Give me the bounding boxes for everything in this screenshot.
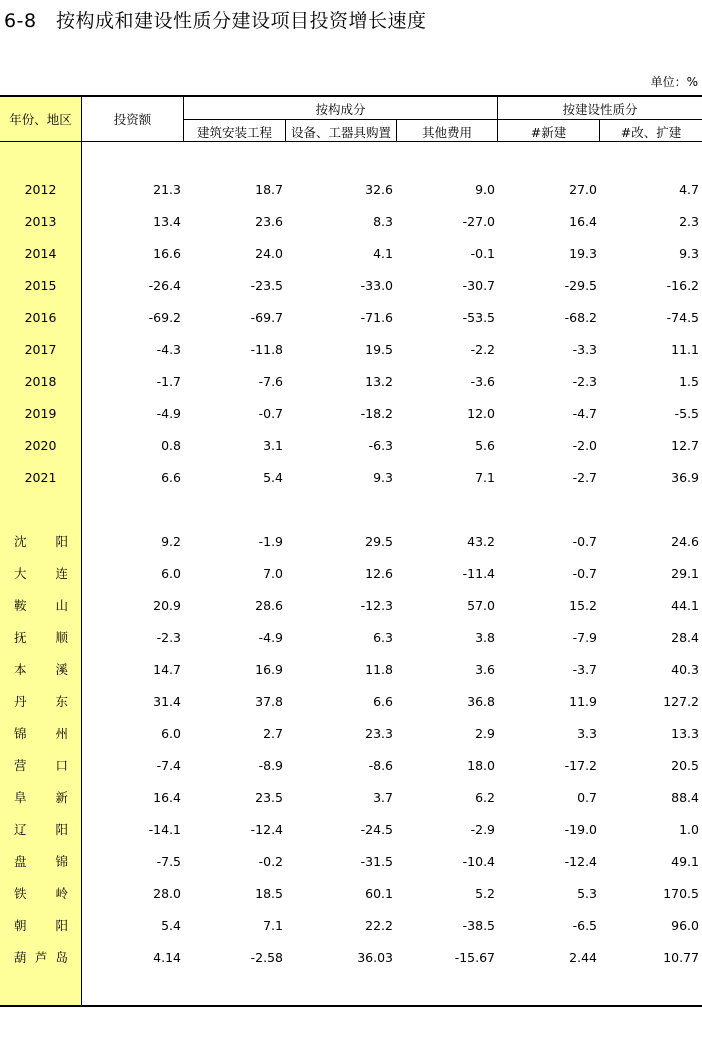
row-label-year: 2016 (24, 310, 57, 325)
cell-value: 3.6 (475, 662, 495, 677)
row-label-city: 朝 阳 (14, 918, 68, 933)
cell-value: -12.3 (360, 598, 393, 613)
cell-value: -69.2 (148, 310, 181, 325)
row-label-city: 本 溪 (14, 662, 68, 677)
row-label-city: 辽 阳 (14, 822, 68, 837)
year-row (0, 276, 702, 296)
header-other: 其他费用 (421, 125, 472, 140)
cell-value: 6.0 (161, 726, 181, 741)
city-row (0, 724, 702, 744)
cell-value: 16.4 (569, 214, 597, 229)
cell-value: 20.9 (153, 598, 181, 613)
cell-value: -7.6 (258, 374, 283, 389)
cell-value: 10.77 (663, 950, 699, 965)
cell-value: -29.5 (564, 278, 597, 293)
cell-value: 23.6 (255, 214, 283, 229)
unit-label: 单位：% (650, 75, 698, 89)
cell-value: 96.0 (671, 918, 699, 933)
year-row (0, 404, 702, 424)
cell-value: 36.8 (467, 694, 495, 709)
cell-value: 18.0 (467, 758, 495, 773)
city-row (0, 692, 702, 712)
header-by-nature: 按建设性质分 (562, 102, 638, 117)
row-label-year: 2020 (24, 438, 57, 453)
city-row (0, 628, 702, 648)
cell-value: 36.03 (357, 950, 393, 965)
row-label-city: 丹 东 (14, 694, 68, 709)
cell-value: -8.9 (258, 758, 283, 773)
cell-value: 6.3 (373, 630, 393, 645)
row-label-city: 抚 顺 (14, 630, 68, 645)
cell-value: 19.5 (365, 342, 393, 357)
cell-value: -7.4 (156, 758, 181, 773)
cell-value: 6.6 (373, 694, 393, 709)
cell-value: -0.7 (258, 406, 283, 421)
header-equipment: 设备、工器具购置 (290, 125, 391, 140)
row-label-year: 2019 (24, 406, 57, 421)
city-row (0, 852, 702, 872)
cell-value: 7.1 (475, 470, 495, 485)
cell-value: 1.0 (679, 822, 699, 837)
cell-value: 24.0 (255, 246, 283, 261)
cell-value: -4.9 (258, 630, 283, 645)
cell-value: 57.0 (467, 598, 495, 613)
header-region-year: 年份、地区 (9, 112, 72, 127)
cell-value: 5.2 (475, 886, 495, 901)
cell-value: 24.6 (671, 534, 699, 549)
cell-value: 2.3 (679, 214, 699, 229)
cell-value: 43.2 (467, 534, 495, 549)
cell-value: 18.5 (255, 886, 283, 901)
cell-value: 36.9 (671, 470, 699, 485)
cell-value: -15.67 (454, 950, 495, 965)
cell-value: 7.1 (263, 918, 283, 933)
cell-value: -17.2 (564, 758, 597, 773)
cell-value: -38.5 (462, 918, 495, 933)
cell-value: 7.0 (263, 566, 283, 581)
cell-value: -26.4 (148, 278, 181, 293)
header-construction: 建筑安装工程 (196, 125, 272, 140)
cell-value: -14.1 (148, 822, 181, 837)
cell-value: 3.3 (577, 726, 597, 741)
year-row (0, 212, 702, 232)
cell-value: -3.7 (572, 662, 597, 677)
cell-value: 9.0 (475, 182, 495, 197)
year-row (0, 436, 702, 456)
cell-value: 18.7 (255, 182, 283, 197)
cell-value: 12.0 (467, 406, 495, 421)
cell-value: -53.5 (462, 310, 495, 325)
header-investment: 投资额 (113, 112, 152, 127)
cell-value: -2.9 (470, 822, 495, 837)
year-row (0, 468, 702, 488)
cell-value: -7.9 (572, 630, 597, 645)
cell-value: -0.2 (258, 854, 283, 869)
cell-value: 19.3 (569, 246, 597, 261)
cell-value: 16.4 (153, 790, 181, 805)
header-new: #新建 (530, 125, 567, 140)
cell-value: 4.7 (679, 182, 699, 197)
cell-value: -33.0 (360, 278, 393, 293)
row-label-year: 2015 (24, 278, 57, 293)
city-row (0, 532, 702, 552)
cell-value: -2.0 (572, 438, 597, 453)
cell-value: -6.3 (368, 438, 393, 453)
city-row (0, 916, 702, 936)
table-bottom-rule (0, 1005, 702, 1007)
cell-value: -3.6 (470, 374, 495, 389)
cell-value: -0.1 (470, 246, 495, 261)
cell-value: -1.7 (156, 374, 181, 389)
cell-value: 3.7 (373, 790, 393, 805)
header-expansion: #改、扩建 (620, 125, 682, 140)
row-label-city: 营 口 (14, 758, 68, 773)
cell-value: 13.4 (153, 214, 181, 229)
year-row (0, 244, 702, 264)
cell-value: 23.3 (365, 726, 393, 741)
cell-value: 1.5 (679, 374, 699, 389)
cell-value: 40.3 (671, 662, 699, 677)
cell-value: 29.5 (365, 534, 393, 549)
row-label-city: 鞍 山 (14, 598, 68, 613)
cell-value: -4.7 (572, 406, 597, 421)
cell-value: -2.3 (156, 630, 181, 645)
cell-value: 11.1 (671, 342, 699, 357)
cell-value: 2.9 (475, 726, 495, 741)
cell-value: -7.5 (156, 854, 181, 869)
cell-value: -19.0 (564, 822, 597, 837)
row-label-year: 2017 (24, 342, 57, 357)
cell-value: -2.58 (250, 950, 283, 965)
cell-value: -4.3 (156, 342, 181, 357)
city-row (0, 788, 702, 808)
cell-value: 16.6 (153, 246, 181, 261)
header-by-composition: 按构成分 (315, 102, 366, 117)
cell-value: 21.3 (153, 182, 181, 197)
cell-value: 5.6 (475, 438, 495, 453)
cell-value: -8.6 (368, 758, 393, 773)
cell-value: 2.44 (569, 950, 597, 965)
row-label-year: 2012 (24, 182, 57, 197)
row-label-city: 盘 锦 (14, 854, 68, 869)
cell-value: 88.4 (671, 790, 699, 805)
row-label-city: 铁 岭 (14, 886, 68, 901)
cell-value: 28.6 (255, 598, 283, 613)
cell-value: 4.1 (373, 246, 393, 261)
cell-value: -24.5 (360, 822, 393, 837)
cell-value: 29.1 (671, 566, 699, 581)
cell-value: 20.5 (671, 758, 699, 773)
cell-value: 14.7 (153, 662, 181, 677)
cell-value: 6.2 (475, 790, 495, 805)
cell-value: -27.0 (462, 214, 495, 229)
cell-value: -74.5 (666, 310, 699, 325)
cell-value: 16.9 (255, 662, 283, 677)
cell-value: 27.0 (569, 182, 597, 197)
city-row (0, 596, 702, 616)
cell-value: -5.5 (674, 406, 699, 421)
cell-value: 22.2 (365, 918, 393, 933)
city-row (0, 948, 702, 968)
cell-value: 60.1 (365, 886, 393, 901)
cell-value: -12.4 (250, 822, 283, 837)
cell-value: 3.1 (263, 438, 283, 453)
cell-value: 23.5 (255, 790, 283, 805)
city-row (0, 820, 702, 840)
cell-value: 28.0 (153, 886, 181, 901)
cell-value: 49.1 (671, 854, 699, 869)
cell-value: 31.4 (153, 694, 181, 709)
cell-value: 5.3 (577, 886, 597, 901)
city-row (0, 564, 702, 584)
year-row (0, 180, 702, 200)
cell-value: 9.3 (679, 246, 699, 261)
cell-value: 37.8 (255, 694, 283, 709)
cell-value: -2.7 (572, 470, 597, 485)
cell-value: 0.8 (161, 438, 181, 453)
city-row (0, 884, 702, 904)
cell-value: 6.6 (161, 470, 181, 485)
row-label-year: 2018 (24, 374, 57, 389)
cell-value: 32.6 (365, 182, 393, 197)
cell-value: 2.7 (263, 726, 283, 741)
cell-value: 5.4 (263, 470, 283, 485)
cell-value: 44.1 (671, 598, 699, 613)
cell-value: 12.7 (671, 438, 699, 453)
cell-value: 3.8 (475, 630, 495, 645)
cell-value: -31.5 (360, 854, 393, 869)
subheader-rule (183, 119, 702, 120)
cell-value: 6.0 (161, 566, 181, 581)
row-label-city: 大 连 (14, 566, 68, 581)
cell-value: -23.5 (250, 278, 283, 293)
cell-value: 11.9 (569, 694, 597, 709)
cell-value: -10.4 (462, 854, 495, 869)
cell-value: 170.5 (663, 886, 699, 901)
cell-value: -2.3 (572, 374, 597, 389)
cell-value: -11.4 (462, 566, 495, 581)
cell-value: -6.5 (572, 918, 597, 933)
cell-value: 127.2 (663, 694, 699, 709)
cell-value: -18.2 (360, 406, 393, 421)
cell-value: 28.4 (671, 630, 699, 645)
cell-value: -1.9 (258, 534, 283, 549)
cell-value: 11.8 (365, 662, 393, 677)
cell-value: -2.2 (470, 342, 495, 357)
row-label-city: 葫 芦 岛 (14, 950, 68, 965)
cell-value: 15.2 (569, 598, 597, 613)
row-label-city: 锦 州 (14, 726, 68, 741)
cell-value: 9.3 (373, 470, 393, 485)
cell-value: 0.7 (577, 790, 597, 805)
cell-value: -71.6 (360, 310, 393, 325)
year-row (0, 308, 702, 328)
page-title: 6-8 按构成和建设性质分建设项目投资增长速度 (4, 10, 427, 32)
cell-value: 8.3 (373, 214, 393, 229)
cell-value: 13.2 (365, 374, 393, 389)
year-row (0, 372, 702, 392)
cell-value: -3.3 (572, 342, 597, 357)
row-label-year: 2021 (24, 470, 57, 485)
row-label-year: 2014 (24, 246, 57, 261)
city-row (0, 660, 702, 680)
cell-value: -12.4 (564, 854, 597, 869)
row-label-year: 2013 (24, 214, 57, 229)
cell-value: -16.2 (666, 278, 699, 293)
cell-value: -4.9 (156, 406, 181, 421)
row-label-city: 沈 阳 (14, 534, 68, 549)
cell-value: -0.7 (572, 534, 597, 549)
cell-value: -11.8 (250, 342, 283, 357)
row-label-city: 阜 新 (14, 790, 68, 805)
city-row (0, 756, 702, 776)
cell-value: -30.7 (462, 278, 495, 293)
cell-value: 5.4 (161, 918, 181, 933)
year-row (0, 340, 702, 360)
cell-value: -0.7 (572, 566, 597, 581)
header-bottom-rule (0, 141, 702, 142)
table-top-rule (0, 95, 702, 97)
cell-value: -69.7 (250, 310, 283, 325)
cell-value: 12.6 (365, 566, 393, 581)
cell-value: 4.14 (153, 950, 181, 965)
cell-value: 9.2 (161, 534, 181, 549)
cell-value: -68.2 (564, 310, 597, 325)
cell-value: 13.3 (671, 726, 699, 741)
